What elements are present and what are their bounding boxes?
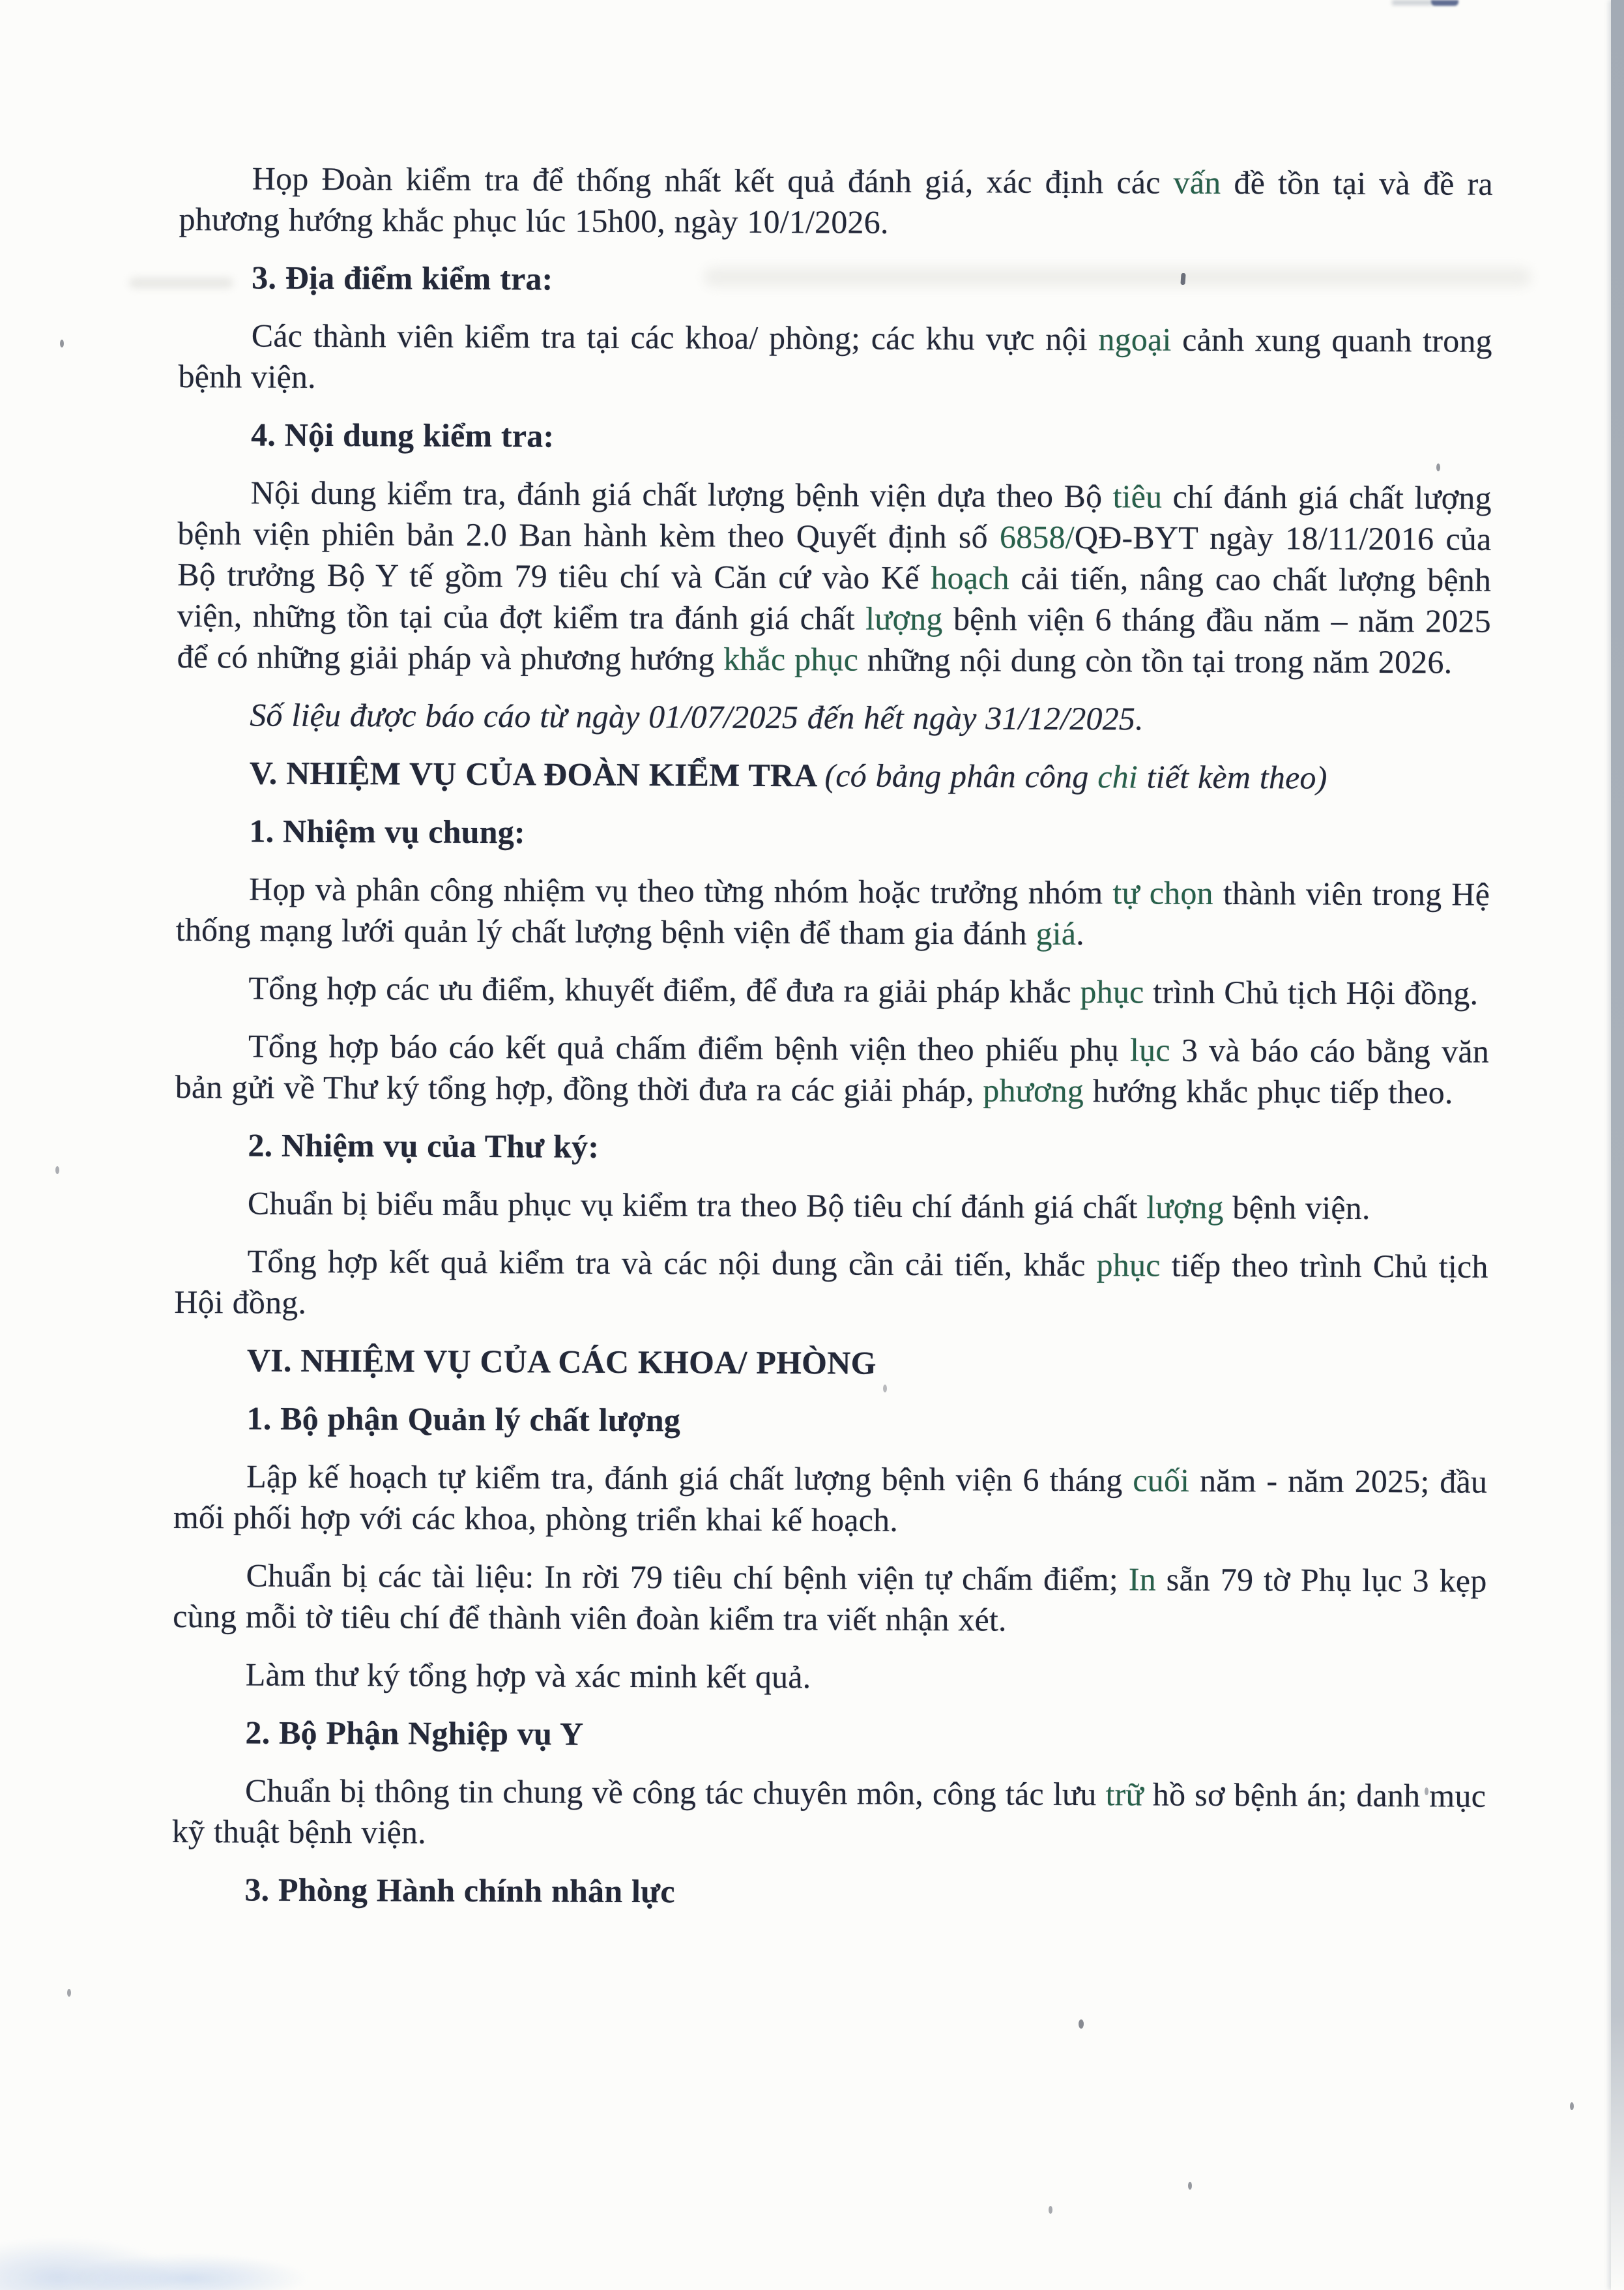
- text-run: trình Chủ tịch Hội đồng.: [1144, 973, 1479, 1012]
- scanner-edge-band: [1611, 0, 1624, 2290]
- paragraph: [178, 315, 1492, 403]
- text-run: phương: [983, 1072, 1084, 1109]
- text-run: 3. Địa điểm kiểm tra:: [252, 259, 553, 297]
- text-run: phục: [1096, 1246, 1161, 1284]
- section-heading: [175, 1124, 1488, 1171]
- text-run: 1. Nhiệm vụ chung:: [249, 812, 525, 851]
- paragraph: [175, 1025, 1490, 1113]
- text-run: Chuẩn bị biểu mẫu phục vụ kiểm tra theo Bộ tiêu chí đánh giá chất: [247, 1184, 1147, 1226]
- text-run: 2. Nhiệm vụ của Thư ký:: [248, 1126, 600, 1165]
- text-run: tiết kèm theo): [1137, 758, 1327, 796]
- text-run: thành viên trong Hệ thống mạng lưới quản lý chất lượng bệnh viện để tham gia đánh: [175, 874, 1490, 952]
- text-run: Họp và phân công nhiệm vụ theo từng nhóm hoặc trưởng nhóm: [248, 870, 1113, 911]
- text-run: 3 và báo cáo bằng văn bản gửi về Thư ký tổng hợp, đồng thời đưa ra các giải pháp,: [175, 1031, 1490, 1109]
- text-run: cảnh xung quanh trong bệnh viện.: [178, 321, 1492, 395]
- text-run: Số liệu được báo cáo từ ngày 01/07/2025 đến hết ngày 31/12/2025.: [250, 696, 1144, 737]
- section-heading: [178, 414, 1492, 461]
- text-run: VI. NHIỆM VỤ CỦA CÁC KHOA/ PHÒNG: [246, 1342, 877, 1381]
- text-run: sẵn 79 tờ Phụ lục 3 kẹp cùng mỗi tờ tiêu chí để thành viên đoàn kiểm tra viết nhận xét.: [173, 1561, 1487, 1638]
- text-run: lục: [1129, 1031, 1170, 1068]
- text-run: hoạch: [931, 559, 1009, 596]
- text-run: lượng: [1146, 1188, 1224, 1226]
- text-run: cải tiến, nâng cao chất lượng bệnh viện, những tồn tại của đợt kiểm tra đánh giá chất: [177, 559, 1492, 637]
- text-run: Tổng hợp báo cáo kết quả chấm điểm bệnh viện theo phiếu phụ: [248, 1027, 1131, 1068]
- text-run: khắc phục: [723, 640, 859, 678]
- text-run: Lập kế hoạch tự kiểm tra, đánh giá chất lượng bệnh viện 6 tháng: [246, 1458, 1133, 1499]
- paragraph: [175, 967, 1489, 1014]
- text-run: QĐ-BYT ngày 18/11/2016 của Bộ trưởng Bộ Y tế gồm 79 tiêu chí và Căn cứ vào Kế: [177, 519, 1492, 596]
- section-heading: [176, 810, 1490, 857]
- paragraph: [173, 1654, 1486, 1701]
- text-run: 1. Bộ phận Quản lý chất lượng: [246, 1400, 681, 1439]
- text-run: hồ sơ bệnh án; danh mục kỹ thuật bệnh viện.: [171, 1776, 1486, 1851]
- text-run: 3. Phòng Hành chính nhân lực: [244, 1871, 675, 1910]
- text-run: 2. Bộ Phận Nghiệp vụ Y: [245, 1714, 584, 1752]
- scan-blue-smudge: [0, 2237, 176, 2290]
- text-run: Họp Đoàn kiểm tra để thống nhất kết quả đánh giá, xác định các: [252, 160, 1174, 201]
- text-run: bệnh viện.: [1223, 1189, 1370, 1226]
- paragraph: [177, 472, 1492, 683]
- paragraph: [175, 1182, 1488, 1229]
- text-run: năm - năm 2025; đầu mối phối hợp với các khoa, phòng triển khai kế hoạch.: [173, 1461, 1488, 1538]
- text-run: Chuẩn bị các tài liệu: In rời 79 tiêu chí bệnh viện tự chấm điểm;: [246, 1557, 1129, 1598]
- text-run: ngoại: [1098, 321, 1172, 358]
- text-run: chi: [1097, 758, 1138, 795]
- section-heading: [174, 1340, 1488, 1387]
- text-run: In: [1128, 1561, 1156, 1598]
- text-run: bệnh viện 6 tháng đầu năm – năm 2025 để có những giải pháp và phương hướng: [177, 600, 1492, 677]
- text-run: tự chọn: [1112, 874, 1213, 911]
- text-run: (có bảng phân công: [824, 757, 1098, 795]
- text-run: vấn: [1173, 164, 1221, 201]
- text-run: 4. Nội dung kiểm tra:: [251, 416, 555, 454]
- section-heading: [172, 1712, 1486, 1759]
- section-heading: [173, 1398, 1487, 1445]
- scan-corner-smudge: [1392, 0, 1432, 5]
- paragraph: [173, 1555, 1487, 1643]
- paragraph: [176, 868, 1490, 956]
- text-run: lượng: [865, 600, 943, 638]
- paragraph: [177, 694, 1490, 741]
- text-run: chí đánh giá chất lượng bệnh viện phiên bản 2.0 Ban hành kèm theo Quyết định số: [177, 478, 1492, 555]
- text-run: 6858/: [999, 518, 1075, 555]
- text-run: .: [1076, 915, 1085, 952]
- scan-blue-smudge: [72, 2254, 306, 2290]
- paragraph: [179, 158, 1493, 246]
- text-run: V. NHIỆM VỤ CỦA ĐOÀN KIỂM TRA: [249, 754, 825, 794]
- text-run: giá: [1036, 915, 1077, 952]
- text-run: Tổng hợp các ưu điểm, khuyết điểm, để đưa ra giải pháp khắc: [248, 969, 1080, 1010]
- text-run: phục: [1080, 973, 1144, 1010]
- text-run: tiêu: [1112, 478, 1163, 515]
- text-run: đề tồn tại và đề ra phương hướng khắc phục lúc 15h00, ngày 10/1/2026.: [179, 164, 1493, 241]
- paragraph: [174, 1240, 1488, 1328]
- text-run: hướng khắc phục tiếp theo.: [1083, 1072, 1453, 1111]
- text-run: cuối: [1133, 1461, 1190, 1499]
- section-heading: [179, 257, 1492, 304]
- text-run: Các thành viên kiểm tra tại các khoa/ phòng; các khu vực nội: [251, 317, 1099, 358]
- document-text: [171, 158, 1493, 1916]
- text-run: tiếp theo trình Chủ tịch Hội đồng.: [174, 1246, 1488, 1321]
- section-heading: [171, 1869, 1485, 1916]
- text-run: Nội dung kiểm tra, đánh giá chất lượng bệnh viện dựa theo Bộ: [250, 474, 1113, 515]
- text-run: Làm thư ký tổng hợp và xác minh kết quả.: [245, 1656, 811, 1695]
- text-run: những nội dung còn tồn tại trong năm 2026.: [858, 641, 1453, 681]
- section-heading: [177, 752, 1490, 799]
- paragraph: [172, 1770, 1486, 1858]
- text-run: Tổng hợp kết quả kiểm tra và các nội dung cần cải tiến, khắc: [247, 1242, 1097, 1284]
- text-run: trữ: [1105, 1776, 1144, 1813]
- scan-specks: [0, 0, 3, 7]
- paragraph: [173, 1456, 1488, 1544]
- scan-corner-ink-mark: [1431, 0, 1458, 6]
- text-run: Chuẩn bị thông tin chung về công tác chuyên môn, công tác lưu: [244, 1772, 1106, 1813]
